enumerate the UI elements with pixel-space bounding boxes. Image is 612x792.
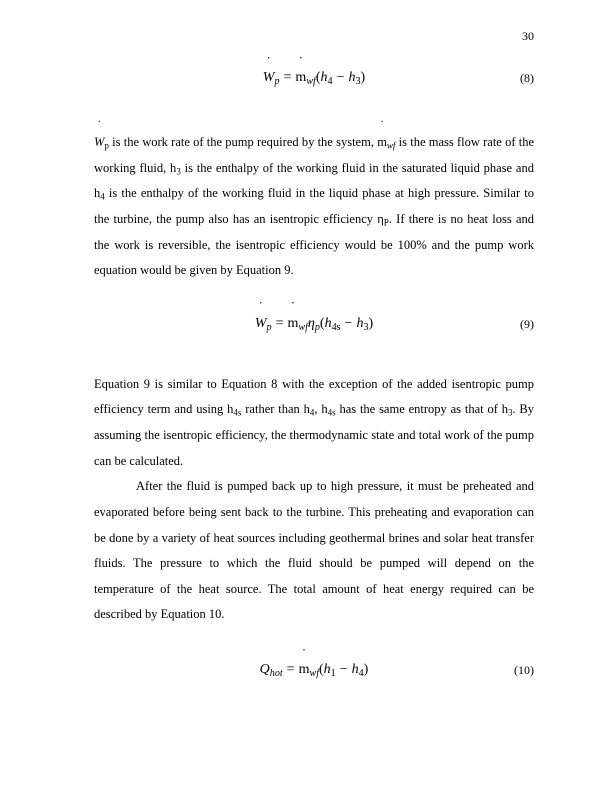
eq8-enthalpy-a-subscript: 4	[327, 75, 333, 87]
para1-segment-3: is the enthalpy of the working fluid in the saturated liquid phase and h	[94, 160, 534, 201]
para2-segment-3: , h	[314, 402, 328, 417]
eq10-enthalpy-a: h	[323, 662, 331, 677]
eq9-lhs-subscript: p	[266, 321, 272, 333]
eq8-lhs-subscript: p	[274, 75, 280, 87]
equation-9-number: (9)	[520, 316, 534, 331]
eq10-paren-close: )	[363, 662, 369, 677]
eq8-paren-open: (	[315, 70, 321, 85]
eq9-mass-flow-symbol: m	[287, 315, 299, 331]
para2-sub-2: 4	[309, 407, 315, 418]
eq10-lhs-subscript: hot	[269, 667, 283, 679]
eq8-enthalpy-b: h	[348, 70, 356, 85]
equation-9	[94, 314, 534, 340]
para1-sub-4: P	[383, 217, 389, 228]
eq10-minus: −	[339, 662, 348, 677]
para2-segment-4: has the same entropy as that of h	[335, 402, 508, 417]
para2-sub-4: 3	[507, 407, 513, 418]
eq9-lhs-variable: W	[254, 315, 267, 331]
eq9-paren-open: (	[319, 315, 325, 331]
eq10-enthalpy-b-subscript: 4	[358, 667, 364, 679]
eq9-eta-symbol: η	[307, 315, 315, 331]
page-content	[94, 58, 534, 696]
eq9-enthalpy-a: h	[324, 315, 332, 331]
equation-8	[94, 68, 534, 94]
equation-10-number: (10)	[514, 663, 534, 677]
eq8-lhs-variable: W	[262, 70, 275, 85]
equation-10-body: $Q_{hot} = m$ $˙_{wf}(h_1 - h_4)$	[94, 660, 534, 680]
equation-10	[94, 660, 534, 686]
para1-inline-work-symbol: W	[94, 135, 105, 149]
page-number: 30	[522, 29, 534, 43]
para1-sub-2: 3	[176, 166, 181, 177]
equation-9-body: W $˙_p = m$ $˙_{wf}\eta_p(h_{4s} - h_3)$	[94, 314, 534, 334]
para2-segment-2: rather than h	[241, 402, 310, 417]
para1-sub-3: 4	[100, 191, 105, 202]
para2-sub-3: 4s	[327, 407, 336, 418]
para2-segment-5: . By assuming the isentropic efficiency, the thermodynamic state and total work of the pump can be calculated.	[94, 402, 535, 468]
eq8-paren-close: )	[360, 70, 366, 85]
eq8-mass-flow-subscript: wf	[306, 75, 316, 87]
paragraph-1	[94, 130, 534, 284]
paragraph-2	[94, 372, 534, 475]
eq8-minus: −	[336, 70, 345, 85]
para2-sub-1: 4s	[233, 407, 242, 418]
eq10-mass-flow-subscript: wf	[309, 667, 319, 679]
paragraph-3: After the fluid is pumped back up to high pressure, it must be preheated and evaporated before being sent back to the turbine. This preheating and evaporation can be done by a variety of heat sources including geothermal brines and solar heat transfer fluids. The pressure to which the fluid should be pumped will depend on the temperature of the heat source. The total amount of heat energy required can be described by Equation 10.	[94, 479, 534, 622]
eq8-enthalpy-b-subscript: 3	[355, 75, 361, 87]
eq9-eta-subscript: p	[314, 321, 320, 333]
para1-inline-mass-symbol: m	[377, 135, 387, 149]
eq10-enthalpy-b: h	[351, 662, 359, 677]
eq10-paren-open: (	[319, 662, 324, 677]
eq9-paren-close: )	[368, 315, 374, 331]
para1-inline-mass-subscript: wf	[386, 140, 396, 151]
para1-segment-4: is the enthalpy of the working fluid in the liquid phase at high pressure. Similar to the turbine, the pump also has an isentropic efficiency η	[94, 186, 534, 226]
eq9-enthalpy-a-subscript: 4s	[331, 321, 341, 333]
eq9-enthalpy-b-subscript: 3	[363, 321, 369, 333]
equation-8-number: (8)	[520, 71, 534, 85]
eq10-mass-flow-symbol: m	[298, 662, 310, 677]
eq10-lhs-variable: Q	[259, 662, 270, 677]
eq8-enthalpy-a: h	[320, 70, 328, 85]
para2-segment-1: Equation 9 is similar to Equation 8 with the exception of the added isentropic pump efficiency term and using h	[94, 376, 534, 417]
eq9-mass-flow-subscript: wf	[298, 321, 308, 333]
para1-segment-5: . If there is no heat loss and the work is reversible, the isentropic efficiency would be 100% and the pump work equation would be given by Equation 9.	[94, 211, 534, 278]
eq9-enthalpy-b: h	[356, 315, 364, 331]
equation-8-body: W $˙_p = m$ $˙_{wf}(h_4 - h_3)$	[94, 68, 534, 88]
para1-inline-work-subscript: p	[104, 140, 109, 151]
eq9-minus: −	[344, 315, 353, 331]
para1-segment-2: is the mass flow rate of the working fluid, h	[94, 135, 535, 175]
para1-segment-1: is the work rate of the pump required by the system,	[108, 135, 378, 149]
eq10-enthalpy-a-subscript: 1	[330, 667, 336, 679]
eq8-mass-flow-symbol: m	[295, 70, 307, 85]
